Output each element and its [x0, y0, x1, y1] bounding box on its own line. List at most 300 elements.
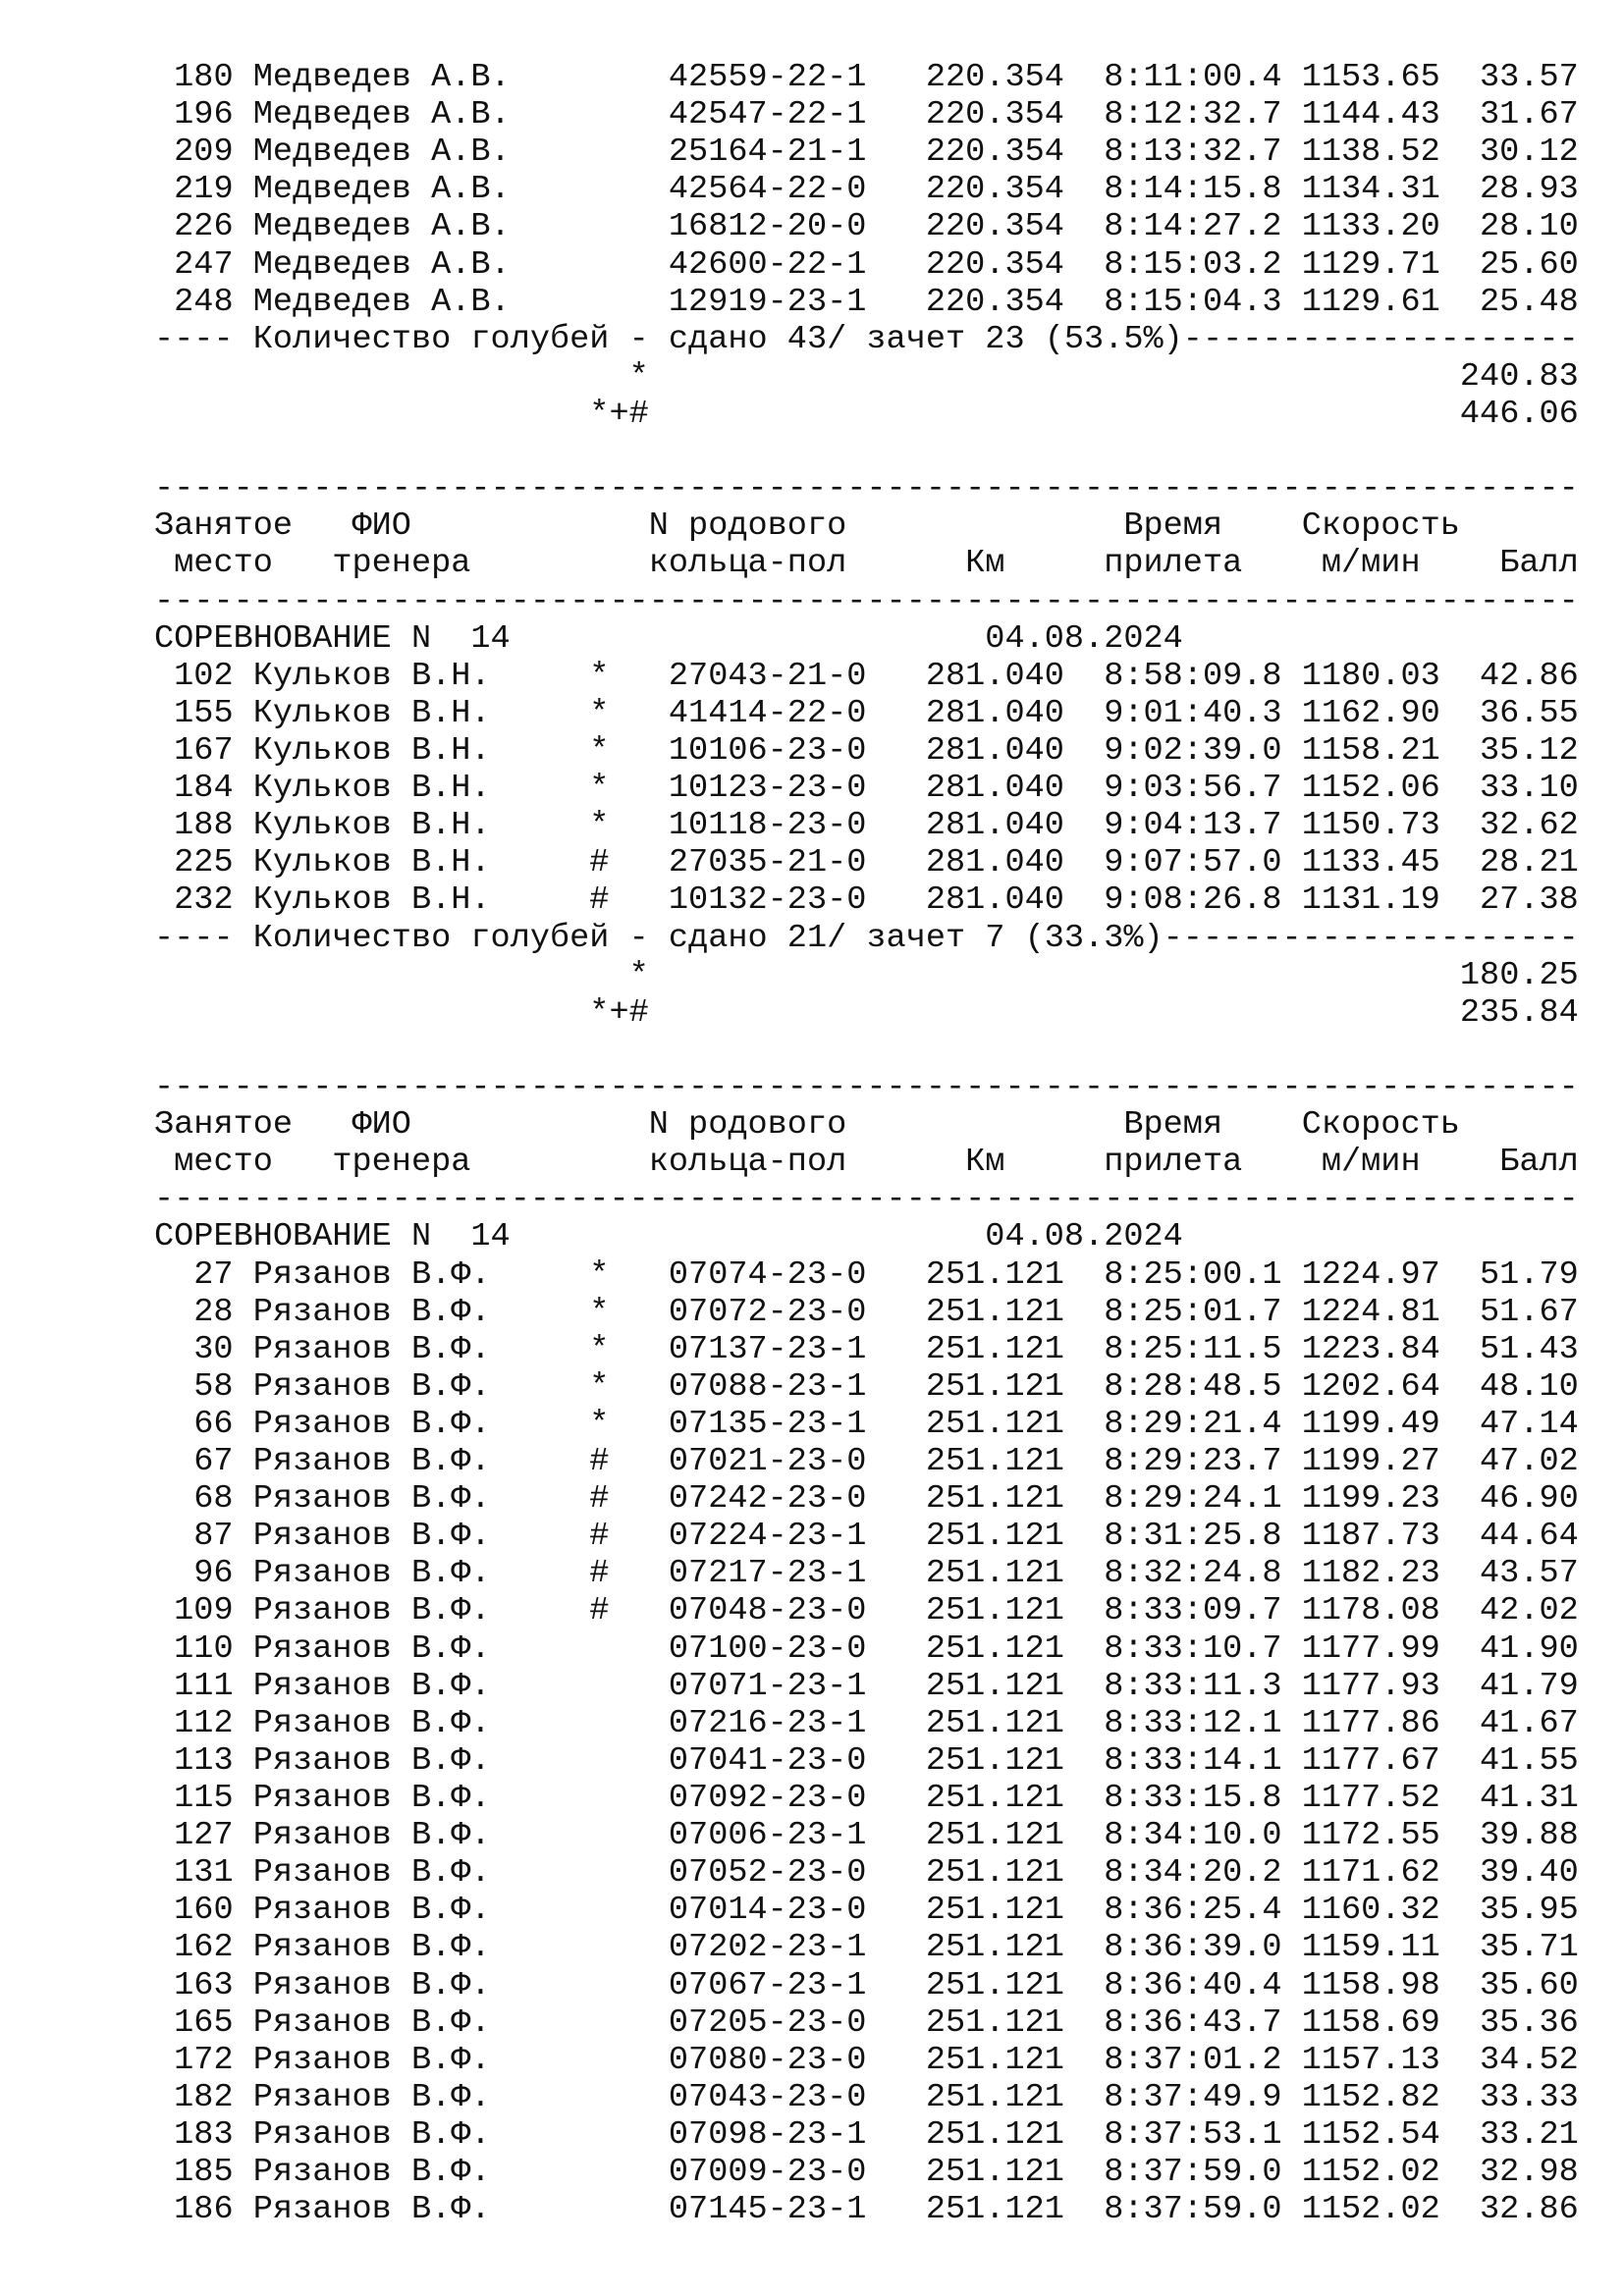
header-ring-label: N родового	[648, 507, 847, 546]
place-cell: 162	[174, 1929, 234, 1967]
arrival-time-cell: 9:02:39.0	[1104, 731, 1282, 770]
distance-km-cell: 281.040	[925, 731, 1064, 770]
distance-km-cell: 251.121	[925, 2154, 1064, 2192]
column-header-row-1	[154, 507, 1580, 545]
table-row	[154, 284, 1580, 321]
mark-cell: #	[589, 881, 610, 920]
distance-km-cell: 281.040	[925, 844, 1064, 882]
trainer-name-cell: Кульков В.Н.	[252, 807, 491, 845]
distance-km-cell: 251.121	[925, 1555, 1064, 1593]
distance-km-cell: 251.121	[925, 1255, 1064, 1294]
mark-cell: *	[589, 1293, 610, 1331]
score-total-line	[154, 957, 1580, 994]
ring-number-cell: 07071-23-1	[668, 1667, 867, 1705]
table-row	[154, 1817, 1580, 1854]
arrival-time-cell: 8:28:48.5	[1104, 1367, 1282, 1406]
table-row	[154, 1368, 1580, 1406]
arrival-time-cell: 8:37:53.1	[1104, 2116, 1282, 2155]
ring-number-cell: 07041-23-0	[668, 1741, 867, 1780]
mark-cell: *	[589, 1255, 610, 1294]
score-cell: 27.38	[1480, 881, 1579, 920]
score-cell: 28.21	[1480, 844, 1579, 882]
trainer-name-cell: Рязанов В.Ф.	[252, 1629, 491, 1668]
mark-cell: #	[589, 1518, 610, 1556]
score-cell: 43.57	[1480, 1555, 1579, 1593]
speed-cell: 1152.54	[1301, 2116, 1440, 2155]
arrival-time-cell: 8:13:32.7	[1104, 133, 1282, 172]
place-cell: 155	[174, 694, 234, 732]
trainer-name-cell: Рязанов В.Ф.	[252, 2003, 491, 2042]
table-row	[154, 844, 1580, 881]
speed-cell: 1177.86	[1301, 1704, 1440, 1742]
place-cell: 102	[174, 657, 234, 695]
distance-km-cell: 251.121	[925, 1518, 1064, 1556]
arrival-time-cell: 9:01:40.3	[1104, 694, 1282, 732]
table-row	[154, 1742, 1580, 1780]
score-cell: 32.98	[1480, 2154, 1579, 2192]
speed-cell: 1223.84	[1301, 1330, 1440, 1368]
ring-number-cell: 07224-23-1	[668, 1518, 867, 1556]
table-row	[154, 1929, 1580, 1966]
total-value: 240.83	[1459, 357, 1579, 396]
table-row	[154, 1480, 1580, 1518]
speed-cell: 1152.06	[1301, 770, 1440, 808]
results-section	[154, 59, 1580, 433]
table-row	[154, 59, 1580, 96]
score-cell: 48.10	[1480, 1367, 1579, 1406]
ring-number-cell: 10123-23-0	[668, 770, 867, 808]
score-cell: 32.62	[1480, 807, 1579, 845]
mark-cell: *	[589, 1330, 610, 1368]
place-cell: 67	[193, 1443, 234, 1481]
place-cell: 184	[174, 770, 234, 808]
place-cell: 167	[174, 731, 234, 770]
mark-cell: *	[589, 807, 610, 845]
score-cell: 35.60	[1480, 1966, 1579, 2004]
total-symbol: *+#	[589, 993, 649, 1032]
ring-number-cell: 07048-23-0	[668, 1592, 867, 1630]
speed-cell: 1172.55	[1301, 1817, 1440, 1855]
table-row	[154, 1630, 1580, 1668]
score-cell: 46.90	[1480, 1480, 1579, 1519]
place-cell: 110	[174, 1629, 234, 1668]
trainer-name-cell: Кульков В.Н.	[252, 731, 491, 770]
dashed-rule: ------------------------------------------------------------------------	[154, 582, 1579, 620]
table-row	[154, 1854, 1580, 1892]
ring-number-cell: 07080-23-0	[668, 2041, 867, 2079]
distance-km-cell: 251.121	[925, 1929, 1064, 1967]
place-cell: 186	[174, 2191, 234, 2229]
section-summary-line	[154, 920, 1580, 957]
place-cell: 163	[174, 1966, 234, 2004]
place-cell: 248	[174, 283, 234, 321]
trainer-name-cell: Рязанов В.Ф.	[252, 1255, 491, 1294]
trainer-name-cell: Медведев А.В.	[252, 171, 511, 209]
distance-km-cell: 251.121	[925, 1817, 1064, 1855]
trainer-name-cell: Рязанов В.Ф.	[252, 1667, 491, 1705]
table-row	[154, 1518, 1580, 1555]
score-cell: 47.14	[1480, 1405, 1579, 1443]
score-cell: 35.95	[1480, 1892, 1579, 1930]
ring-number-cell: 42547-22-1	[668, 96, 867, 134]
column-header-row-1	[154, 1106, 1580, 1144]
table-row	[154, 1780, 1580, 1817]
ring-number-cell: 07202-23-1	[668, 1929, 867, 1967]
score-cell: 41.67	[1480, 1704, 1579, 1742]
score-cell: 36.55	[1480, 694, 1579, 732]
ring-number-cell: 07006-23-1	[668, 1817, 867, 1855]
ring-number-cell: 42559-22-1	[668, 59, 867, 96]
header-km-label: Км	[965, 545, 1005, 583]
competition-title: СОРЕВНОВАНИЕ N 14	[154, 619, 511, 658]
speed-cell: 1131.19	[1301, 881, 1440, 920]
arrival-time-cell: 9:07:57.0	[1104, 844, 1282, 882]
ring-number-cell: 07088-23-1	[668, 1367, 867, 1406]
ring-number-cell: 25164-21-1	[668, 133, 867, 172]
distance-km-cell: 281.040	[925, 881, 1064, 920]
header-speed-sublabel: м/мин	[1321, 1144, 1421, 1182]
trainer-name-cell: Медведев А.В.	[252, 59, 511, 96]
score-cell: 41.79	[1480, 1667, 1579, 1705]
distance-km-cell: 251.121	[925, 1592, 1064, 1630]
score-cell: 39.88	[1480, 1817, 1579, 1855]
place-cell: 115	[174, 1780, 234, 1818]
ring-number-cell: 10106-23-0	[668, 731, 867, 770]
total-symbol: *	[628, 357, 649, 396]
header-ring-sublabel: кольца-пол	[648, 545, 847, 583]
header-time-label: Время	[1123, 1106, 1223, 1145]
header-place-label: Занятое	[154, 507, 294, 546]
trainer-name-cell: Рязанов В.Ф.	[252, 1704, 491, 1742]
ring-number-cell: 07216-23-1	[668, 1704, 867, 1742]
ring-number-cell: 16812-20-0	[668, 208, 867, 246]
score-cell: 41.90	[1480, 1629, 1579, 1668]
arrival-time-cell: 8:32:24.8	[1104, 1555, 1282, 1593]
distance-km-cell: 251.121	[925, 1405, 1064, 1443]
header-place-sublabel: место	[174, 545, 273, 583]
mark-cell: #	[589, 1480, 610, 1519]
section-summary: ---- Количество голубей - сдано 43/ зачет 23 (53.5%)--------------------	[154, 320, 1579, 358]
arrival-time-cell: 8:15:04.3	[1104, 283, 1282, 321]
distance-km-cell: 251.121	[925, 1966, 1064, 2004]
place-cell: 183	[174, 2116, 234, 2155]
ring-number-cell: 07137-23-1	[668, 1330, 867, 1368]
arrival-time-cell: 8:33:14.1	[1104, 1741, 1282, 1780]
table-row	[154, 2079, 1580, 2116]
table-row	[154, 807, 1580, 844]
blank-line	[154, 433, 1580, 470]
header-speed-sublabel: м/мин	[1321, 545, 1421, 583]
mark-cell: #	[589, 1555, 610, 1593]
dashed-rule: ------------------------------------------------------------------------	[154, 1068, 1579, 1106]
speed-cell: 1152.02	[1301, 2191, 1440, 2229]
score-cell: 25.60	[1480, 245, 1579, 284]
arrival-time-cell: 8:33:12.1	[1104, 1704, 1282, 1742]
ring-number-cell: 07100-23-0	[668, 1629, 867, 1668]
trainer-name-cell: Рязанов В.Ф.	[252, 2191, 491, 2229]
ring-number-cell: 07092-23-0	[668, 1780, 867, 1818]
table-row	[154, 732, 1580, 770]
trainer-name-cell: Рязанов В.Ф.	[252, 1854, 491, 1893]
trainer-name-cell: Медведев А.В.	[252, 96, 511, 134]
distance-km-cell: 251.121	[925, 2116, 1064, 2155]
score-cell: 51.67	[1480, 1293, 1579, 1331]
arrival-time-cell: 8:15:03.2	[1104, 245, 1282, 284]
trainer-name-cell: Медведев А.В.	[252, 208, 511, 246]
distance-km-cell: 220.354	[925, 96, 1064, 134]
ring-number-cell: 07242-23-0	[668, 1480, 867, 1519]
score-cell: 41.31	[1480, 1780, 1579, 1818]
speed-cell: 1177.99	[1301, 1629, 1440, 1668]
column-header-row-2	[154, 545, 1580, 582]
ring-number-cell: 10118-23-0	[668, 807, 867, 845]
header-ring-sublabel: кольца-пол	[648, 1144, 847, 1182]
trainer-name-cell: Рязанов В.Ф.	[252, 1780, 491, 1818]
section-summary: ---- Количество голубей - сдано 21/ зачет 7 (33.3%)---------------------	[154, 919, 1579, 957]
arrival-time-cell: 8:14:15.8	[1104, 171, 1282, 209]
speed-cell: 1158.98	[1301, 1966, 1440, 2004]
place-cell: 87	[193, 1518, 234, 1556]
place-cell: 109	[174, 1592, 234, 1630]
ring-number-cell: 07052-23-0	[668, 1854, 867, 1893]
header-trainer-sublabel: тренера	[332, 1144, 471, 1182]
ring-number-cell: 07072-23-0	[668, 1293, 867, 1331]
score-cell: 33.21	[1480, 2116, 1579, 2155]
distance-km-cell: 251.121	[925, 1367, 1064, 1406]
speed-cell: 1177.52	[1301, 1780, 1440, 1818]
mark-cell: *	[589, 731, 610, 770]
speed-cell: 1158.21	[1301, 731, 1440, 770]
arrival-time-cell: 8:36:40.4	[1104, 1966, 1282, 2004]
trainer-name-cell: Рязанов В.Ф.	[252, 1741, 491, 1780]
score-cell: 39.40	[1480, 1854, 1579, 1893]
mark-cell: #	[589, 1443, 610, 1481]
trainer-name-cell: Рязанов В.Ф.	[252, 1817, 491, 1855]
speed-cell: 1199.23	[1301, 1480, 1440, 1519]
score-cell: 44.64	[1480, 1518, 1579, 1556]
score-cell: 35.71	[1480, 1929, 1579, 1967]
arrival-time-cell: 8:33:09.7	[1104, 1592, 1282, 1630]
arrival-time-cell: 8:36:25.4	[1104, 1892, 1282, 1930]
arrival-time-cell: 8:25:11.5	[1104, 1330, 1282, 1368]
blank-line	[154, 1032, 1580, 1069]
trainer-name-cell: Рязанов В.Ф.	[252, 1367, 491, 1406]
header-time-sublabel: прилета	[1104, 1144, 1243, 1182]
score-cell: 25.48	[1480, 283, 1579, 321]
trainer-name-cell: Рязанов В.Ф.	[252, 1293, 491, 1331]
speed-cell: 1187.73	[1301, 1518, 1440, 1556]
place-cell: 96	[193, 1555, 234, 1593]
ring-number-cell: 07135-23-1	[668, 1405, 867, 1443]
distance-km-cell: 251.121	[925, 1629, 1064, 1668]
arrival-time-cell: 8:25:00.1	[1104, 1255, 1282, 1294]
header-speed-label: Скорость	[1301, 1106, 1460, 1145]
arrival-time-cell: 8:33:11.3	[1104, 1667, 1282, 1705]
score-total-line	[154, 358, 1580, 396]
distance-km-cell: 281.040	[925, 807, 1064, 845]
place-cell: 188	[174, 807, 234, 845]
speed-cell: 1134.31	[1301, 171, 1440, 209]
trainer-name-cell: Рязанов В.Ф.	[252, 2116, 491, 2155]
place-cell: 66	[193, 1405, 234, 1443]
distance-km-cell: 220.354	[925, 133, 1064, 172]
header-time-label: Время	[1123, 507, 1223, 546]
trainer-name-cell: Рязанов В.Ф.	[252, 1330, 491, 1368]
results-sheet	[154, 59, 1580, 2228]
arrival-time-cell: 8:29:23.7	[1104, 1443, 1282, 1481]
speed-cell: 1150.73	[1301, 807, 1440, 845]
score-cell: 51.79	[1480, 1255, 1579, 1294]
speed-cell: 1180.03	[1301, 657, 1440, 695]
trainer-name-cell: Кульков В.Н.	[252, 881, 491, 920]
score-cell: 33.10	[1480, 770, 1579, 808]
speed-cell: 1153.65	[1301, 59, 1440, 96]
mark-cell: *	[589, 770, 610, 808]
distance-km-cell: 281.040	[925, 694, 1064, 732]
speed-cell: 1158.69	[1301, 2003, 1440, 2042]
speed-cell: 1224.97	[1301, 1255, 1440, 1294]
table-row	[154, 2004, 1580, 2042]
score-cell: 32.86	[1480, 2191, 1579, 2229]
distance-km-cell: 251.121	[925, 1892, 1064, 1930]
distance-km-cell: 251.121	[925, 1704, 1064, 1742]
table-row	[154, 881, 1580, 919]
arrival-time-cell: 8:36:43.7	[1104, 2003, 1282, 2042]
header-km-label: Км	[965, 1144, 1005, 1182]
competition-line	[154, 620, 1580, 658]
distance-km-cell: 281.040	[925, 770, 1064, 808]
ring-number-cell: 12919-23-1	[668, 283, 867, 321]
trainer-name-cell: Кульков В.Н.	[252, 694, 491, 732]
arrival-time-cell: 9:08:26.8	[1104, 881, 1282, 920]
ring-number-cell: 10132-23-0	[668, 881, 867, 920]
speed-cell: 1157.13	[1301, 2041, 1440, 2079]
place-cell: 127	[174, 1817, 234, 1855]
distance-km-cell: 220.354	[925, 171, 1064, 209]
speed-cell: 1177.67	[1301, 1741, 1440, 1780]
table-row	[154, 2116, 1580, 2154]
table-row	[154, 96, 1580, 133]
ring-number-cell: 07021-23-0	[668, 1443, 867, 1481]
place-cell: 30	[193, 1330, 234, 1368]
score-total-line	[154, 396, 1580, 433]
place-cell: 219	[174, 171, 234, 209]
speed-cell: 1202.64	[1301, 1367, 1440, 1406]
distance-km-cell: 220.354	[925, 208, 1064, 246]
score-cell: 30.12	[1480, 133, 1579, 172]
place-cell: 68	[193, 1480, 234, 1519]
place-cell: 27	[193, 1255, 234, 1294]
place-cell: 113	[174, 1741, 234, 1780]
distance-km-cell: 251.121	[925, 2041, 1064, 2079]
place-cell: 58	[193, 1367, 234, 1406]
table-row	[154, 2154, 1580, 2191]
results-section	[154, 1032, 1580, 2229]
score-cell: 41.55	[1480, 1741, 1579, 1780]
divider-rule	[154, 583, 1580, 620]
trainer-name-cell: Кульков В.Н.	[252, 657, 491, 695]
competition-title: СОРЕВНОВАНИЕ N 14	[154, 1218, 511, 1256]
mark-cell: *	[589, 1405, 610, 1443]
ring-number-cell: 07145-23-1	[668, 2191, 867, 2229]
table-row	[154, 1668, 1580, 1705]
trainer-name-cell: Медведев А.В.	[252, 283, 511, 321]
table-row	[154, 1705, 1580, 1742]
ring-number-cell: 42564-22-0	[668, 171, 867, 209]
competition-date: 04.08.2024	[985, 1218, 1183, 1256]
dashed-rule: ------------------------------------------------------------------------	[154, 470, 1579, 508]
place-cell: 28	[193, 1293, 234, 1331]
distance-km-cell: 251.121	[925, 1293, 1064, 1331]
arrival-time-cell: 8:36:39.0	[1104, 1929, 1282, 1967]
table-row	[154, 1294, 1580, 1331]
speed-cell: 1129.61	[1301, 283, 1440, 321]
competition-date: 04.08.2024	[985, 619, 1183, 658]
score-cell: 31.67	[1480, 96, 1579, 134]
place-cell: 131	[174, 1854, 234, 1893]
distance-km-cell: 251.121	[925, 1667, 1064, 1705]
ring-number-cell: 07014-23-0	[668, 1892, 867, 1930]
trainer-name-cell: Рязанов В.Ф.	[252, 1480, 491, 1519]
trainer-name-cell: Рязанов В.Ф.	[252, 1929, 491, 1967]
speed-cell: 1133.45	[1301, 844, 1440, 882]
mark-cell: *	[589, 657, 610, 695]
place-cell: 247	[174, 245, 234, 284]
place-cell: 160	[174, 1892, 234, 1930]
distance-km-cell: 251.121	[925, 1741, 1064, 1780]
ring-number-cell: 07098-23-1	[668, 2116, 867, 2155]
table-row	[154, 171, 1580, 208]
arrival-time-cell: 8:37:49.9	[1104, 2078, 1282, 2116]
table-row	[154, 1892, 1580, 1929]
trainer-name-cell: Рязанов В.Ф.	[252, 1555, 491, 1593]
place-cell: 111	[174, 1667, 234, 1705]
place-cell: 165	[174, 2003, 234, 2042]
arrival-time-cell: 8:29:24.1	[1104, 1480, 1282, 1519]
arrival-time-cell: 8:31:25.8	[1104, 1518, 1282, 1556]
header-trainer-label: ФИО	[352, 1106, 411, 1145]
ring-number-cell: 07067-23-1	[668, 1966, 867, 2004]
header-trainer-label: ФИО	[352, 507, 411, 546]
place-cell: 172	[174, 2041, 234, 2079]
table-row	[154, 2191, 1580, 2228]
speed-cell: 1171.62	[1301, 1854, 1440, 1893]
ring-number-cell: 41414-22-0	[668, 694, 867, 732]
place-cell: 182	[174, 2078, 234, 2116]
total-value: 235.84	[1459, 993, 1579, 1032]
arrival-time-cell: 8:33:10.7	[1104, 1629, 1282, 1668]
arrival-time-cell: 8:11:00.4	[1104, 59, 1282, 96]
mark-cell: *	[589, 694, 610, 732]
trainer-name-cell: Рязанов В.Ф.	[252, 1592, 491, 1630]
table-row	[154, 1555, 1580, 1592]
ring-number-cell: 27043-21-0	[668, 657, 867, 695]
trainer-name-cell: Кульков В.Н.	[252, 770, 491, 808]
speed-cell: 1224.81	[1301, 1293, 1440, 1331]
ring-number-cell: 07205-23-0	[668, 2003, 867, 2042]
arrival-time-cell: 8:37:01.2	[1104, 2041, 1282, 2079]
table-row	[154, 770, 1580, 807]
speed-cell: 1152.82	[1301, 2078, 1440, 2116]
distance-km-cell: 251.121	[925, 1780, 1064, 1818]
header-score-label: Балл	[1499, 545, 1579, 583]
table-row	[154, 133, 1580, 171]
arrival-time-cell: 9:04:13.7	[1104, 807, 1282, 845]
dashed-rule: ------------------------------------------------------------------------	[154, 1181, 1579, 1219]
table-row	[154, 1256, 1580, 1294]
header-place-label: Занятое	[154, 1106, 294, 1145]
trainer-name-cell: Кульков В.Н.	[252, 844, 491, 882]
